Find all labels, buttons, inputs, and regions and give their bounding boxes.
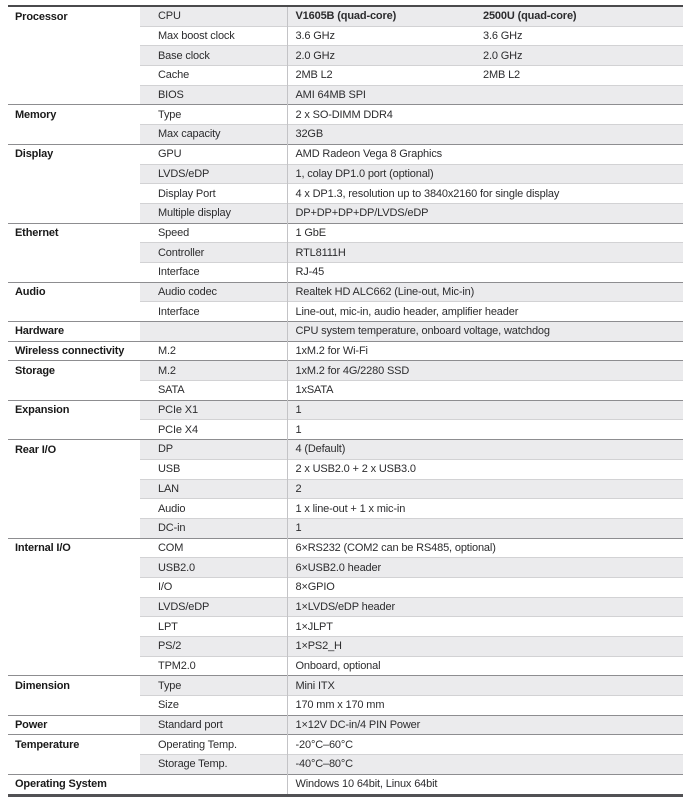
category-cell: [8, 479, 140, 499]
value-cell: 1×PS2_H: [287, 637, 683, 657]
property-cell: LVDS/eDP: [140, 597, 287, 617]
category-cell: [8, 420, 140, 440]
category-cell: Dimension: [8, 676, 140, 696]
value-cell: RTL8111H: [287, 243, 683, 263]
category-cell: [8, 243, 140, 263]
spec-row: [8, 85, 683, 105]
property-cell: Operating Temp.: [140, 735, 287, 755]
category-cell: Operating System: [8, 774, 140, 795]
spec-row: [8, 105, 683, 125]
property-cell: GPU: [140, 144, 287, 164]
category-cell: [8, 499, 140, 519]
property-cell: USB2.0: [140, 558, 287, 578]
category-cell: Storage: [8, 361, 140, 381]
category-cell: Memory: [8, 105, 140, 125]
property-cell: LPT: [140, 617, 287, 637]
value-cell: -20°C–60°C: [287, 735, 683, 755]
spec-row: [8, 243, 683, 263]
spec-row: [8, 381, 683, 401]
value-cell: Mini ITX: [287, 676, 683, 696]
property-cell: Max capacity: [140, 125, 287, 145]
property-cell: Display Port: [140, 184, 287, 204]
property-cell: USB: [140, 459, 287, 479]
category-cell: [8, 696, 140, 716]
value-cell: -40°C–80°C: [287, 755, 683, 775]
value-cell: 2MB L2: [475, 66, 683, 86]
value-cell: 4 (Default): [287, 440, 683, 460]
spec-row: [8, 26, 683, 46]
value-cell: 2.0 GHz: [475, 46, 683, 66]
category-cell: Wireless connectivity: [8, 341, 140, 361]
property-cell: M.2: [140, 341, 287, 361]
spec-row: [8, 420, 683, 440]
spec-row: [8, 656, 683, 676]
value-cell: 2: [287, 479, 683, 499]
property-cell: [140, 322, 287, 342]
property-cell: LAN: [140, 479, 287, 499]
spec-row: [8, 125, 683, 145]
property-cell: Standard port: [140, 715, 287, 735]
spec-row: [8, 715, 683, 735]
spec-row: [8, 223, 683, 243]
value-cell: 1, colay DP1.0 port (optional): [287, 164, 683, 184]
spec-row: [8, 479, 683, 499]
category-cell: [8, 85, 140, 105]
category-cell: [8, 617, 140, 637]
property-cell: Audio: [140, 499, 287, 519]
category-cell: [8, 26, 140, 46]
spec-row: [8, 440, 683, 460]
property-cell: Size: [140, 696, 287, 716]
property-cell: Max boost clock: [140, 26, 287, 46]
spec-row: [8, 735, 683, 755]
spec-row: [8, 637, 683, 657]
spec-row: [8, 597, 683, 617]
property-cell: M.2: [140, 361, 287, 381]
value-cell: 1 x line-out + 1 x mic-in: [287, 499, 683, 519]
category-cell: [8, 656, 140, 676]
category-cell: [8, 164, 140, 184]
spec-row: [8, 696, 683, 716]
property-cell: SATA: [140, 381, 287, 401]
property-cell: Audio codec: [140, 282, 287, 302]
value-cell: 1×JLPT: [287, 617, 683, 637]
value-cell: Windows 10 64bit, Linux 64bit: [287, 774, 683, 795]
category-cell: Display: [8, 144, 140, 164]
value-cell: Line-out, mic-in, audio header, amplifier header: [287, 302, 683, 322]
category-cell: [8, 125, 140, 145]
value-cell: V1605B (quad-core): [287, 6, 475, 26]
property-cell: Storage Temp.: [140, 755, 287, 775]
value-cell: 1×LVDS/eDP header: [287, 597, 683, 617]
property-cell: PS/2: [140, 637, 287, 657]
value-cell: 1xM.2 for 4G/2280 SSD: [287, 361, 683, 381]
category-cell: [8, 577, 140, 597]
value-cell: CPU system temperature, onboard voltage, watchdog: [287, 322, 683, 342]
property-cell: Cache: [140, 66, 287, 86]
category-cell: Audio: [8, 282, 140, 302]
spec-row: [8, 6, 683, 26]
value-cell: Realtek HD ALC662 (Line-out, Mic-in): [287, 282, 683, 302]
property-cell: Type: [140, 676, 287, 696]
value-cell: 1×12V DC-in/4 PIN Power: [287, 715, 683, 735]
category-cell: [8, 46, 140, 66]
category-cell: [8, 262, 140, 282]
spec-row: [8, 361, 683, 381]
spec-row: [8, 774, 683, 795]
value-cell: 2 x USB2.0 + 2 x USB3.0: [287, 459, 683, 479]
property-cell: COM: [140, 538, 287, 558]
spec-row: [8, 755, 683, 775]
property-cell: Controller: [140, 243, 287, 263]
spec-row: [8, 499, 683, 519]
category-cell: [8, 184, 140, 204]
spec-row: [8, 577, 683, 597]
category-cell: [8, 203, 140, 223]
category-cell: Hardware: [8, 322, 140, 342]
category-cell: Internal I/O: [8, 538, 140, 558]
property-cell: PCIe X1: [140, 400, 287, 420]
value-cell: 8×GPIO: [287, 577, 683, 597]
spec-row: [8, 400, 683, 420]
spec-row: [8, 322, 683, 342]
spec-row: [8, 66, 683, 86]
property-cell: [140, 774, 287, 795]
spec-table: [8, 5, 683, 797]
value-cell: 1: [287, 420, 683, 440]
value-cell: 1 GbE: [287, 223, 683, 243]
property-cell: PCIe X4: [140, 420, 287, 440]
value-cell: DP+DP+DP+DP/LVDS/eDP: [287, 203, 683, 223]
value-cell: 6×RS232 (COM2 can be RS485, optional): [287, 538, 683, 558]
property-cell: CPU: [140, 6, 287, 26]
spec-row: [8, 282, 683, 302]
spec-row: [8, 341, 683, 361]
spec-row: [8, 676, 683, 696]
value-cell: 1xSATA: [287, 381, 683, 401]
spec-row: [8, 538, 683, 558]
property-cell: Type: [140, 105, 287, 125]
category-cell: [8, 755, 140, 775]
spec-row: [8, 184, 683, 204]
property-cell: DC-in: [140, 518, 287, 538]
spec-row: [8, 144, 683, 164]
category-cell: Rear I/O: [8, 440, 140, 460]
value-cell: AMI 64MB SPI: [287, 85, 683, 105]
property-cell: Interface: [140, 262, 287, 282]
value-cell: 6×USB2.0 header: [287, 558, 683, 578]
value-cell: 2 x SO-DIMM DDR4: [287, 105, 683, 125]
spec-row: [8, 617, 683, 637]
property-cell: BIOS: [140, 85, 287, 105]
spec-row: [8, 262, 683, 282]
spec-row: [8, 203, 683, 223]
value-cell: 3.6 GHz: [287, 26, 475, 46]
property-cell: DP: [140, 440, 287, 460]
value-cell: 32GB: [287, 125, 683, 145]
value-cell: 1xM.2 for Wi-Fi: [287, 341, 683, 361]
spec-row: [8, 164, 683, 184]
property-cell: Multiple display: [140, 203, 287, 223]
category-cell: Expansion: [8, 400, 140, 420]
category-cell: [8, 459, 140, 479]
value-cell: 2MB L2: [287, 66, 475, 86]
value-cell: 2500U (quad-core): [475, 6, 683, 26]
spec-row: [8, 302, 683, 322]
category-cell: [8, 66, 140, 86]
value-cell: 170 mm x 170 mm: [287, 696, 683, 716]
value-cell: 1: [287, 518, 683, 538]
spec-row: [8, 518, 683, 538]
property-cell: Base clock: [140, 46, 287, 66]
category-cell: Ethernet: [8, 223, 140, 243]
value-cell: 3.6 GHz: [475, 26, 683, 46]
category-cell: [8, 558, 140, 578]
property-cell: LVDS/eDP: [140, 164, 287, 184]
category-cell: [8, 597, 140, 617]
category-cell: [8, 637, 140, 657]
value-cell: Onboard, optional: [287, 656, 683, 676]
value-cell: 4 x DP1.3, resolution up to 3840x2160 for single display: [287, 184, 683, 204]
value-cell: AMD Radeon Vega 8 Graphics: [287, 144, 683, 164]
category-cell: [8, 381, 140, 401]
property-cell: I/O: [140, 577, 287, 597]
value-cell: RJ-45: [287, 262, 683, 282]
property-cell: Speed: [140, 223, 287, 243]
spec-row: [8, 459, 683, 479]
category-cell: Processor: [8, 6, 140, 26]
value-cell: 1: [287, 400, 683, 420]
spec-table-body: [8, 6, 683, 795]
property-cell: Interface: [140, 302, 287, 322]
spec-row: [8, 558, 683, 578]
spec-row: [8, 46, 683, 66]
category-cell: Temperature: [8, 735, 140, 755]
value-cell: 2.0 GHz: [287, 46, 475, 66]
property-cell: TPM2.0: [140, 656, 287, 676]
category-cell: Power: [8, 715, 140, 735]
category-cell: [8, 518, 140, 538]
category-cell: [8, 302, 140, 322]
